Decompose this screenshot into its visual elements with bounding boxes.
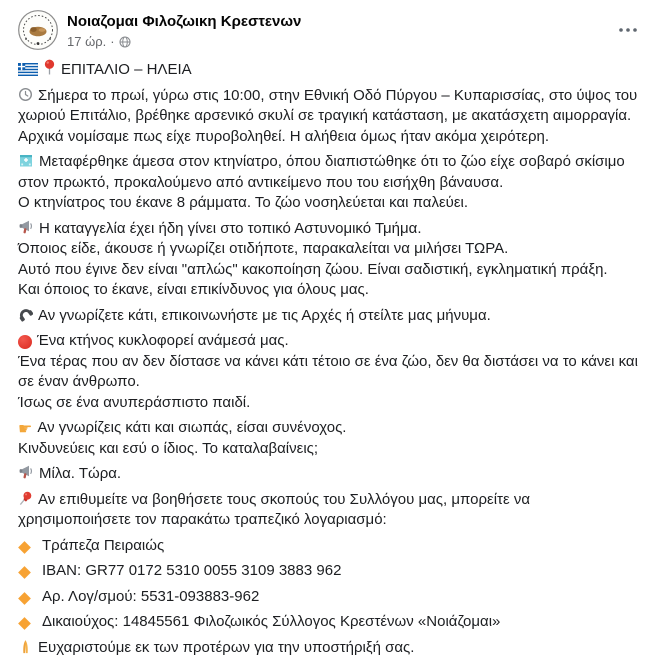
post-text-line: Αυτό που έγινε δεν είναι "απλώς" κακοποίηση ζώου. Είναι σαδιστική, εγκληματική πράξη. xyxy=(18,260,644,281)
post-text-line: Η καταγγελία έχει ήδη γίνει στο τοπικό Αστυνομικό Τμήμα. xyxy=(18,219,644,240)
post-paragraph xyxy=(18,464,644,485)
post-paragraph xyxy=(18,612,644,633)
greek-flag-icon xyxy=(18,63,38,76)
post-text-line: Και όποιος το έκανε, είναι επικίνδυνος για όλους μας. xyxy=(18,280,644,301)
clock-icon xyxy=(18,87,33,102)
post-text-line: Όποιος είδε, άκουσε ή γνωρίζει οτιδήποτε, παρακαλείται να μιλήσει ΤΩΡΑ. xyxy=(18,239,644,260)
post-text-line: Ίσως σε ένα ανυπεράσπιστο παιδί. xyxy=(18,393,644,414)
orange-diamond-icon xyxy=(18,543,37,552)
page-logo-image xyxy=(18,10,58,50)
post-text-line: Αρχικά νομίσαμε πως είχε πυροβοληθεί. Η αλήθεια όμως ήταν ακόμα χειρότερη. xyxy=(18,127,644,148)
post-text-line: Δικαιούχος: 14845561 Φιλοζωικός Σύλλογος Κρεστένων «Νοιάζομαι» xyxy=(18,612,644,633)
post-text-line: ΕΠΙΤΑΛΙΟ – ΗΛΕΙΑ xyxy=(18,59,644,81)
post-timestamp[interactable]: 17 ώρ. xyxy=(67,34,106,50)
post-text-line: Σήμερα το πρωί, γύρω στις 10:00, στην Εθνική Οδό Πύργου – Κυπαρισσίας, στο ύψος του χωριού Επιτάλιο, βρέθηκε αρσενικό σκυλί σε τραγική κατάσταση, με ακατάσχετη αιμορραγία. xyxy=(18,86,644,127)
post-text-line: IBAN: GR77 0172 5310 0055 3109 3883 962 xyxy=(18,561,644,582)
more-options-button[interactable] xyxy=(614,20,642,40)
post-paragraph xyxy=(18,306,644,327)
orange-diamond-icon xyxy=(18,568,37,577)
post-paragraph xyxy=(18,536,644,557)
post-paragraph xyxy=(18,59,644,81)
post-paragraph xyxy=(18,561,644,582)
post-text-line: Αρ. Λογ/σμού: 5531-093883-962 xyxy=(18,587,644,608)
post-text-line: Μίλα. Τώρα. xyxy=(18,464,644,485)
orange-diamond-icon xyxy=(18,594,37,603)
post-text-line: ☛ Αν γνωρίζεις κάτι και σιωπάς, είσαι συνένοχος. xyxy=(18,418,644,439)
megaphone-icon xyxy=(18,464,34,480)
folded-hands-icon xyxy=(18,639,33,654)
post-paragraph xyxy=(18,418,644,459)
red-circle-icon xyxy=(18,335,32,349)
post-text-line: Ο κτηνίατρος του έκανε 8 ράμματα. Το ζώο νοσηλεύεται και παλεύει. xyxy=(18,193,644,214)
header-meta xyxy=(67,10,301,50)
hospital-icon xyxy=(18,152,34,168)
ellipsis-icon xyxy=(617,20,639,40)
post-body-text xyxy=(18,59,644,658)
globe-audience-icon xyxy=(119,36,131,48)
post-text-line: Κινδυνεύεις και εσύ ο ίδιος. Το καταλαβαίνεις; xyxy=(18,439,644,460)
pushpin-icon xyxy=(18,491,33,506)
post-paragraph xyxy=(18,587,644,608)
post-text-line: Μεταφέρθηκε άμεσα στον κτηνίατρο, όπου διαπιστώθηκε ότι το ζώο είχε σοβαρό σκίσιμο στον πρωκτό, προκαλούμενο από αντικείμενο που του εισήχθη βάναυσα. xyxy=(18,152,644,193)
orange-diamond-icon xyxy=(18,619,37,628)
post-meta-row xyxy=(67,34,301,50)
post-paragraph xyxy=(18,86,644,148)
phone-icon xyxy=(18,307,33,322)
meta-separator: · xyxy=(110,34,114,50)
post-paragraph xyxy=(18,490,644,531)
post-text-line: Ένα κτήνος κυκλοφορεί ανάμεσά μας. xyxy=(18,331,644,352)
post-text-line: Αν γνωρίζετε κάτι, επικοινωνήστε με τις Αρχές ή στείλτε μας μήνυμα. xyxy=(18,306,644,327)
page-name[interactable]: Νοιαζομαι Φιλοζωικη Κρεστενων xyxy=(67,12,301,31)
post-text-line: Ευχαριστούμε εκ των προτέρων για την υποστήριξή σας. xyxy=(18,638,644,658)
round-pushpin-icon xyxy=(43,59,56,76)
post-paragraph xyxy=(18,331,644,413)
post-paragraph xyxy=(18,152,644,214)
post-paragraph xyxy=(18,638,644,658)
post-text-line: Αν επιθυμείτε να βοηθήσετε τους σκοπούς του Συλλόγου μας, μπορείτε να χρησιμοποιήσετε τον παρακάτω τραπεζικό λογαριασμό: xyxy=(18,490,644,531)
page-avatar[interactable] xyxy=(18,10,58,50)
post-text-line: Ένα τέρας που αν δεν δίστασε να κάνει κάτι τέτοιο σε ένα ζώο, δεν θα διστάσει να το κάνει και σε έναν άνθρωπο. xyxy=(18,352,644,393)
post-text-line: Τράπεζα Πειραιώς xyxy=(18,536,644,557)
post-header xyxy=(18,10,644,50)
megaphone-icon xyxy=(18,219,34,235)
post-paragraph xyxy=(18,219,644,301)
